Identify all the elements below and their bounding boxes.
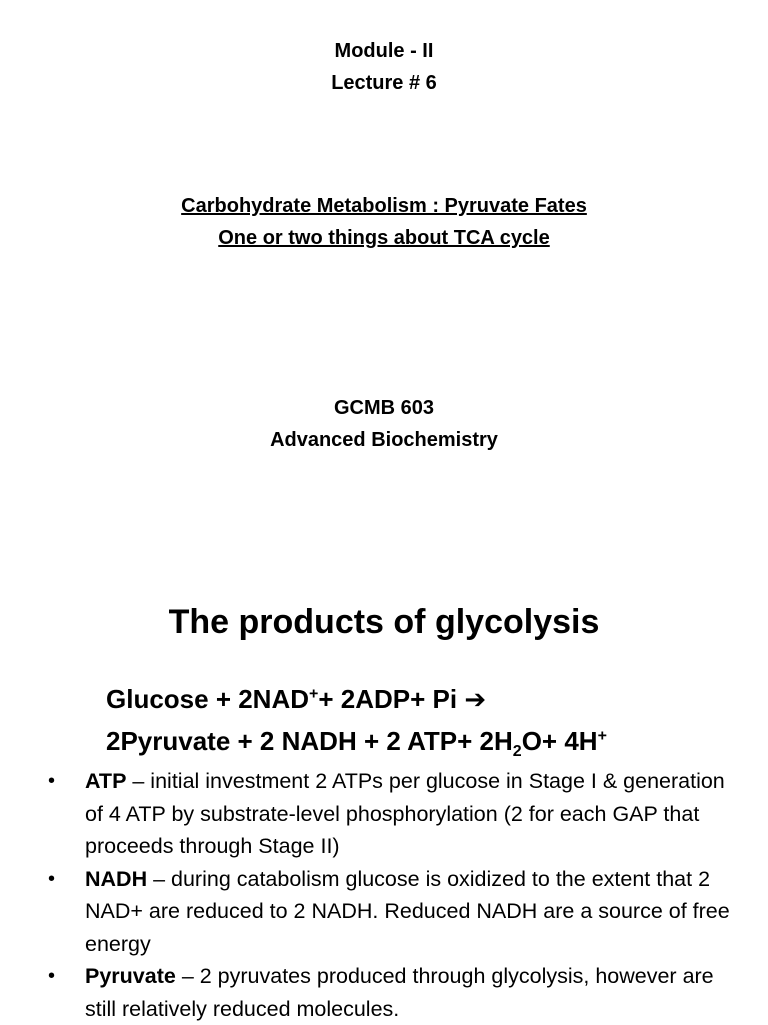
- product-bullet-list: [48, 765, 748, 1025]
- bullet-icon: •: [48, 770, 56, 792]
- slide-title: The products of glycolysis: [168, 603, 600, 641]
- lecture-label: Lecture # 6: [331, 72, 437, 94]
- equation-reactants-rest: + 2ADP+ Pi: [318, 684, 465, 714]
- equation-reactants: Glucose + 2NAD: [106, 684, 310, 714]
- module-label: Module - II: [334, 40, 434, 62]
- bullet-icon: •: [48, 867, 56, 890]
- bullet-text: – 2 pyruvates produced through glycolysis, however are still relatively reduced molecules.: [85, 964, 714, 1021]
- bullet-icon: •: [48, 965, 56, 987]
- bullet-text: – initial investment 2 ATPs per glucose in Stage I & generation of 4 ATP by substrate-level phosphorylation (2 for each GAP that proceeds through Stage II): [85, 769, 725, 858]
- reaction-arrow-icon: ➔: [464, 684, 487, 714]
- bullet-nadh: [48, 863, 748, 961]
- glycolysis-products-slide: [0, 560, 768, 1024]
- topic-line-2: One or two things about TCA cycle: [218, 227, 550, 249]
- bullet-term: NADH: [85, 866, 148, 891]
- course-code: GCMB 603: [333, 397, 435, 419]
- bullet-atp: [48, 765, 748, 863]
- bullet-term: ATP: [85, 769, 127, 793]
- bullet-term: Pyruvate: [85, 964, 176, 988]
- equation-line-2: [106, 724, 607, 761]
- bullet-pyruvate: [48, 960, 748, 1025]
- equation-line-1: [106, 682, 486, 716]
- course-name: Advanced Biochemistry: [270, 429, 498, 451]
- topic-line-1: Carbohydrate Metabolism : Pyruvate Fates: [181, 195, 587, 217]
- nad-charge: +: [309, 685, 319, 703]
- equation-products: 2Pyruvate + 2 NADH + 2 ATP+ 2H: [106, 726, 513, 756]
- proton-charge: +: [597, 727, 607, 745]
- bullet-text: – during catabolism glucose is oxidized to the extent that 2 NAD+ are reduced to 2 NADH. Reduced NADH are a source of free energy: [85, 866, 730, 956]
- equation-products-rest: O+ 4H: [521, 726, 598, 756]
- water-subscript: 2: [512, 743, 522, 761]
